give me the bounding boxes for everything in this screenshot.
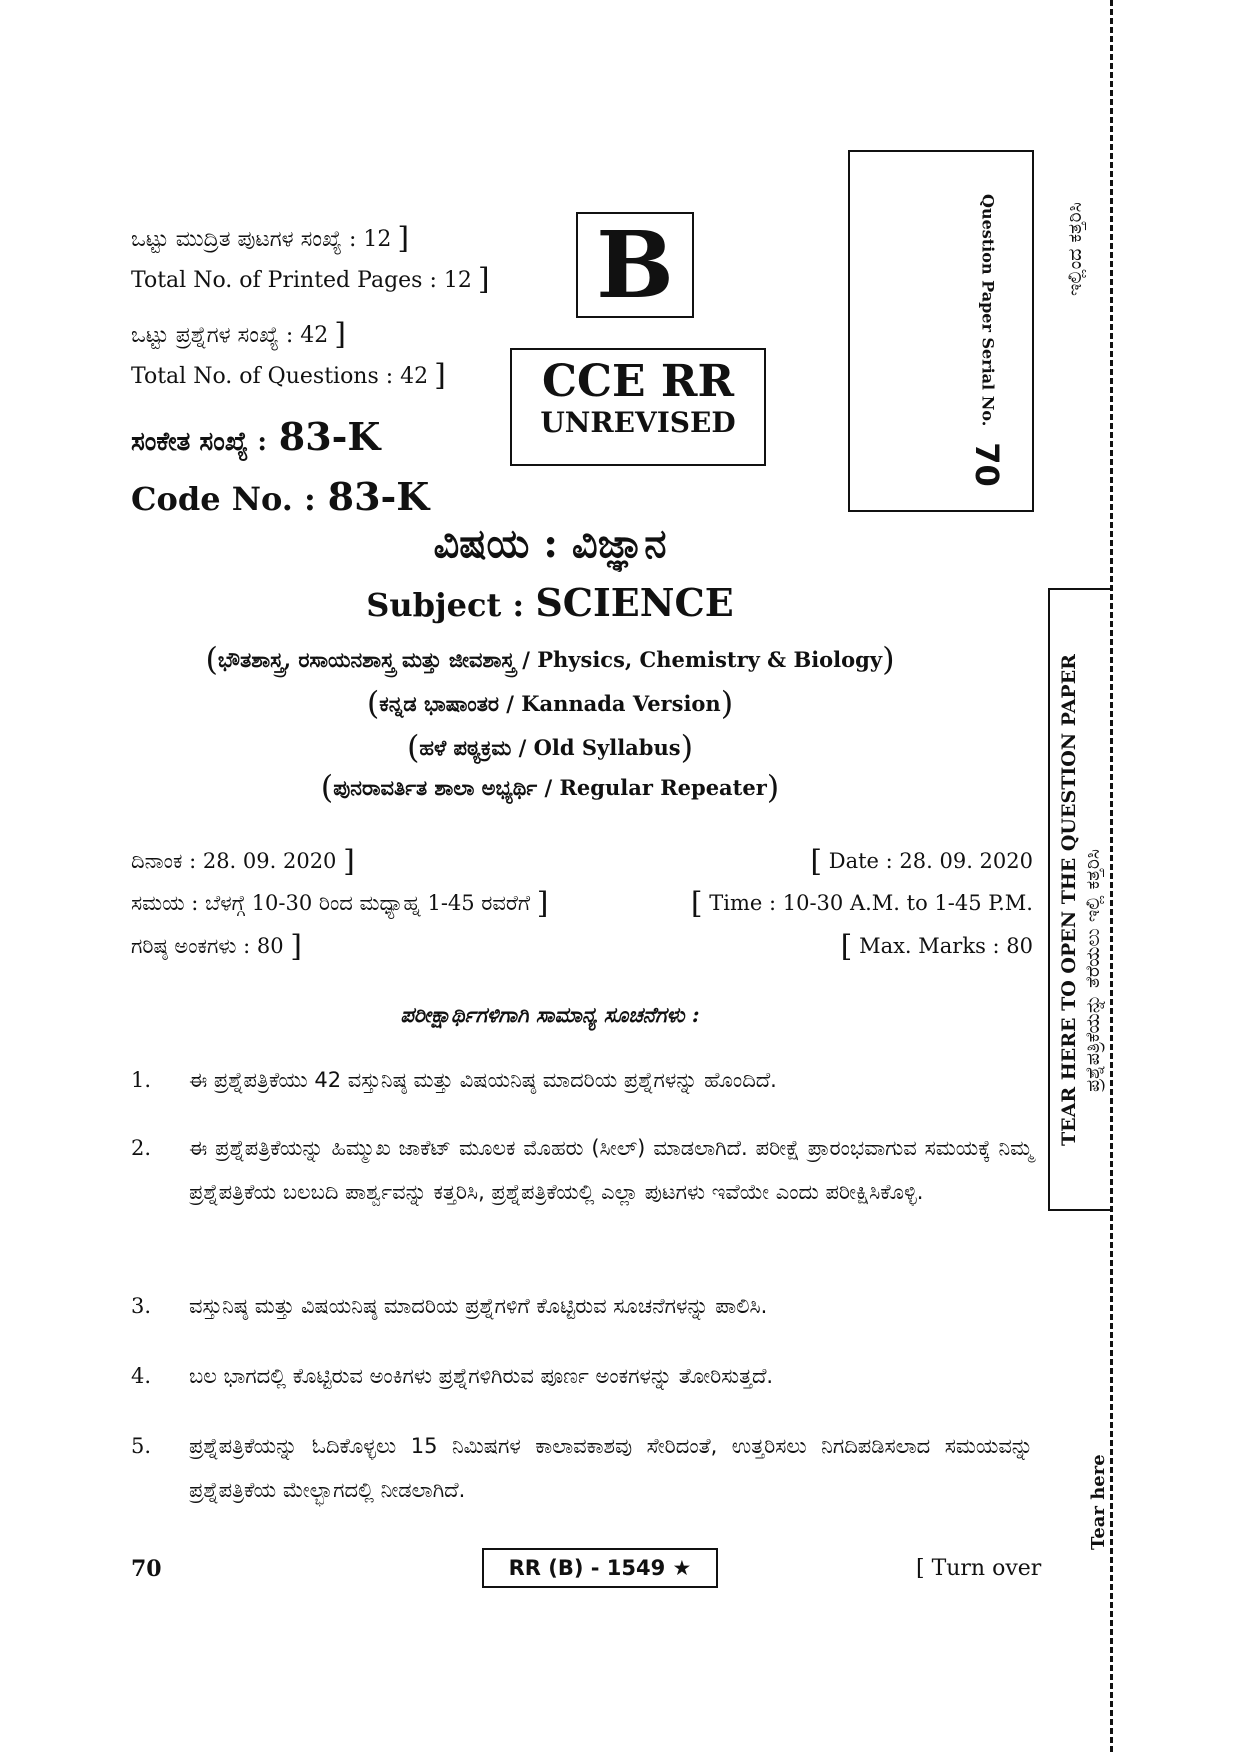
serial-text — [968, 194, 1006, 487]
printed-pages-kn-text: ಒಟ್ಟು ಮುದ್ರಿತ ಪುಟಗಳ ಸಂಖ್ಯೆ : 12 — [131, 227, 392, 252]
questions-en-text: Total No. of Questions : 42 — [131, 364, 429, 389]
time-en: [ Time : 10-30 A.M. to 1-45 P.M. — [690, 886, 1033, 921]
turn-over-label: [ Turn over — [916, 1556, 1042, 1581]
instruction-item — [131, 1284, 1033, 1328]
instruction-item — [131, 1354, 1033, 1398]
subject-en-label: Subject : — [366, 586, 525, 624]
tear-here-en-label: TEAR HERE TO OPEN THE QUESTION PAPER — [1058, 654, 1080, 1146]
bracket: ] — [334, 317, 347, 352]
date-row — [131, 844, 1033, 879]
questions-kn-text: ಒಟ್ಟು ಪ್ರಶ್ನೆಗಳ ಸಂಖ್ಯೆ : 42 — [131, 323, 329, 348]
instruction-item — [131, 1424, 1033, 1512]
version-letter: B — [596, 211, 674, 319]
subject-line-3-text: ಹಳೆ ಪಠ್ಯಕ್ರಮ / Old Syllabus — [419, 735, 681, 760]
scheme-main: CCE RR — [541, 356, 735, 407]
instruction-text: ಈ ಪ್ರಶ್ನೆಪತ್ರಿಕೆಯನ್ನು ಹಿಮ್ಮುಖ ಜಾಕೆಟ್ ಮೂಲಕ ಮೊಹರು (ಸೀಲ್) ಮಾಡಲಾಗಿದೆ. ಪರೀಕ್ಷೆ ಪ್ರಾರಂಭವಾಗುವ ಸಮಯಕ್ಕೆ ನಿಮ್ಮ ಪ್ರಶ್ನೆಪತ್ರಿಕೆಯ ಬಲಬದಿ ಪಾರ್ಶ್ವವನ್ನು ಕತ್ತರಿಸಿ, ಪ್ರಶ್ನೆಪತ್ರಿಕೆಯಲ್ಲಿ ಎಲ್ಲಾ ಪುಟಗಳು ಇವೆಯೇ ಎಂದು ಪರೀಕ್ಷಿಸಿಕೊಳ್ಳಿ. — [189, 1136, 1033, 1204]
subject-en-value: SCIENCE — [535, 580, 734, 625]
footer-code-box: RR (B) - 1549 ★ — [482, 1548, 718, 1588]
time-kn: ಸಮಯ : ಬೆಳಗ್ಗೆ 10-30 ರಿಂದ ಮಧ್ಯಾಹ್ನ 1-45 ರವರೆಗೆ ] — [131, 886, 549, 921]
bracket: ] — [434, 358, 446, 393]
instruction-number: 5. — [131, 1434, 152, 1458]
subject-line-1: (ಭೌತಶಾಸ್ತ್ರ, ರಸಾಯನಶಾಸ್ತ್ರ ಮತ್ತು ಜೀವಶಾಸ್ತ್ರ / Physics, Chemistry & Biology) — [205, 640, 895, 678]
time-row — [131, 886, 1033, 921]
bracket: ] — [397, 221, 410, 256]
subject-line-4: (ಪುನರಾವರ್ತಿತ ಶಾಲಾ ಅಭ್ಯರ್ಥಿ / Regular Repeater) — [320, 768, 780, 806]
instruction-number: 1. — [131, 1068, 152, 1092]
tear-dashed-line — [1110, 0, 1113, 1752]
marks-en-text: Max. Marks : 80 — [859, 934, 1033, 958]
code-en-label: Code No. : — [131, 480, 316, 518]
date-en: [ Date : 28. 09. 2020 — [810, 844, 1033, 879]
version-box — [576, 212, 694, 318]
instruction-item — [131, 1126, 1033, 1214]
instruction-item — [131, 1058, 1033, 1102]
time-kn-text: ಸಮಯ : ಬೆಳಗ್ಗೆ 10-30 ರಿಂದ ಮಧ್ಯಾಹ್ನ 1-45 ರವರೆಗೆ — [131, 891, 531, 915]
code-kn-value: 83-K — [278, 414, 381, 459]
tear-here-label: Tear here — [1088, 1454, 1109, 1550]
code-en-value: 83-K — [327, 474, 430, 519]
code-number-en — [131, 474, 429, 519]
printed-pages-en-text: Total No. of Printed Pages : 12 — [131, 268, 472, 293]
instruction-number: 4. — [131, 1364, 152, 1388]
date-kn: ದಿನಾಂಕ : 28. 09. 2020 ] — [131, 844, 355, 879]
subject-en — [0, 580, 1100, 625]
questions-kn — [131, 317, 347, 352]
printed-pages-en — [131, 262, 490, 297]
footer-page-serial: 70 — [131, 1556, 162, 1582]
scheme-sub: UNREVISED — [540, 406, 736, 440]
serial-box — [848, 150, 1034, 512]
instruction-text: ಬಲ ಭಾಗದಲ್ಲಿ ಕೊಟ್ಟಿರುವ ಅಂಕಿಗಳು ಪ್ರಶ್ನೆಗಳಿಗಿರುವ ಪೂರ್ಣ ಅಂಕಗಳನ್ನು ತೋರಿಸುತ್ತದೆ. — [189, 1364, 774, 1388]
instructions-title: ಪರೀಕ್ಷಾರ್ಥಿಗಳಿಗಾಗಿ ಸಾಮಾನ್ಯ ಸೂಚನೆಗಳು : — [400, 1002, 700, 1027]
instruction-number: 3. — [131, 1294, 152, 1318]
cut-here-kn-label: ಇಲ್ಲಿಂದ ಕತ್ತರಿಸಿ — [1064, 202, 1086, 296]
serial-label: Question Paper Serial No. — [978, 194, 998, 427]
code-number-kn — [131, 414, 380, 459]
instruction-text: ಪ್ರಶ್ನೆಪತ್ರಿಕೆಯನ್ನು ಓದಿಕೊಳ್ಳಲು 15 ನಿಮಿಷಗಳ ಕಾಲಾವಕಾಶವು ಸೇರಿದಂತೆ, ಉತ್ತರಿಸಲು ನಿಗದಿಪಡಿಸಲಾದ ಸಮಯವನ್ನು ಪ್ರಶ್ನೆಪತ್ರಿಕೆಯ ಮೇಲ್ಭಾಗದಲ್ಲಿ ನೀಡಲಾಗಿದೆ. — [189, 1434, 1033, 1502]
date-en-text: Date : 28. 09. 2020 — [828, 849, 1033, 873]
marks-row — [131, 929, 1033, 964]
subject-line-2: (ಕನ್ನಡ ಭಾಷಾಂತರ / Kannada Version) — [366, 684, 734, 722]
questions-en — [131, 358, 446, 393]
subject-line-3: (ಹಳೆ ಪಠ್ಯಕ್ರಮ / Old Syllabus) — [406, 728, 694, 766]
serial-number: 70 — [968, 442, 1006, 487]
printed-pages-kn — [131, 221, 410, 256]
subject-line-4-text: ಪುನರಾವರ್ತಿತ ಶಾಲಾ ಅಭ್ಯರ್ಥಿ / Regular Repeater — [333, 775, 767, 800]
subject-kn: ವಿಷಯ : ವಿಜ್ಞಾನ — [433, 520, 667, 567]
date-kn-text: ದಿನಾಂಕ : 28. 09. 2020 — [131, 849, 337, 873]
instruction-text: ಈ ಪ್ರಶ್ನೆಪತ್ರಿಕೆಯು 42 ವಸ್ತುನಿಷ್ಠ ಮತ್ತು ವಿಷಯನಿಷ್ಠ ಮಾದರಿಯ ಪ್ರಶ್ನೆಗಳನ್ನು ಹೊಂದಿದೆ. — [189, 1068, 777, 1092]
code-kn-label: ಸಂಕೇತ ಸಂಖ್ಯೆ : — [131, 427, 267, 457]
time-en-text: Time : 10-30 A.M. to 1-45 P.M. — [709, 891, 1033, 915]
instruction-number: 2. — [131, 1136, 152, 1160]
marks-kn-text: ಗರಿಷ್ಠ ಅಂಕಗಳು : 80 — [131, 934, 284, 958]
tear-here-kn-label: ಪ್ರಶ್ನೆಪತ್ರಿಕೆಯನ್ನು ತೆರೆಯಲು ಇಲ್ಲಿ ಕತ್ತರಿಸಿ — [1082, 849, 1104, 1092]
subject-line-2-text: ಕನ್ನಡ ಭಾಷಾಂತರ / Kannada Version — [379, 691, 721, 716]
marks-kn: ಗರಿಷ್ಠ ಅಂಕಗಳು : 80 ] — [131, 929, 302, 964]
marks-en: [ Max. Marks : 80 — [840, 929, 1033, 964]
scheme-box — [510, 348, 766, 466]
bracket: ] — [477, 262, 490, 297]
instruction-text: ವಸ್ತುನಿಷ್ಠ ಮತ್ತು ವಿಷಯನಿಷ್ಠ ಮಾದರಿಯ ಪ್ರಶ್ನೆಗಳಿಗೆ ಕೊಟ್ಟಿರುವ ಸೂಚನೆಗಳನ್ನು ಪಾಲಿಸಿ. — [189, 1294, 768, 1318]
subject-line-1-text: ಭೌತಶಾಸ್ತ್ರ, ರಸಾಯನಶಾಸ್ತ್ರ ಮತ್ತು ಜೀವಶಾಸ್ತ್ರ / Physics, Chemistry & Biology — [217, 647, 883, 672]
